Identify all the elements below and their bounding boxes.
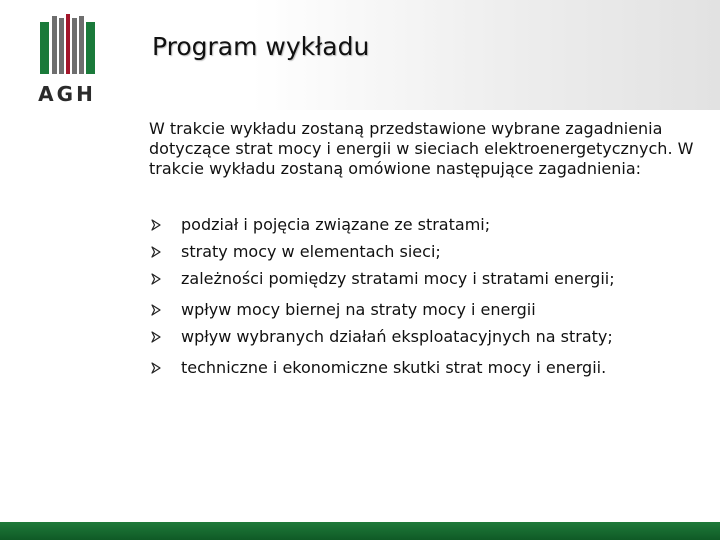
arrowhead-bullet-icon bbox=[151, 219, 161, 231]
list-item bbox=[149, 215, 689, 234]
list-item bbox=[149, 300, 689, 319]
agh-logo bbox=[38, 12, 96, 104]
arrowhead-bullet-icon bbox=[151, 246, 161, 258]
list-item bbox=[149, 242, 689, 261]
slide-title: Program wykładu bbox=[152, 32, 370, 61]
arrowhead-bullet-icon bbox=[151, 304, 161, 316]
topic-list bbox=[149, 215, 689, 385]
list-item-text: wpływ wybranych działań eksploatacyjnych na straty; bbox=[181, 327, 613, 346]
intro-paragraph: W trakcie wykładu zostaną przedstawione wybrane zagadnienia dotyczące strat mocy i energii w sieciach elektroenergetycznych. W trakcie wykładu zostaną omówione następujące zagadnienia: bbox=[149, 119, 694, 178]
logo-text: AGH bbox=[38, 82, 96, 106]
agh-emblem-icon bbox=[38, 12, 96, 80]
footer-bar bbox=[0, 522, 720, 540]
list-item-text: straty mocy w elementach sieci; bbox=[181, 242, 441, 261]
list-item-text: techniczne i ekonomiczne skutki strat mocy i energii. bbox=[181, 358, 607, 377]
list-item-text: podział i pojęcia związane ze stratami; bbox=[181, 215, 491, 234]
arrowhead-bullet-icon bbox=[151, 362, 161, 374]
arrowhead-bullet-icon bbox=[151, 273, 161, 285]
list-item bbox=[149, 269, 689, 288]
list-item-text: wpływ mocy biernej na straty mocy i energii bbox=[181, 300, 536, 319]
list-item bbox=[149, 327, 689, 346]
list-item-text: zależności pomiędzy stratami mocy i stratami energii; bbox=[181, 269, 615, 288]
list-item bbox=[149, 358, 689, 377]
arrowhead-bullet-icon bbox=[151, 331, 161, 343]
